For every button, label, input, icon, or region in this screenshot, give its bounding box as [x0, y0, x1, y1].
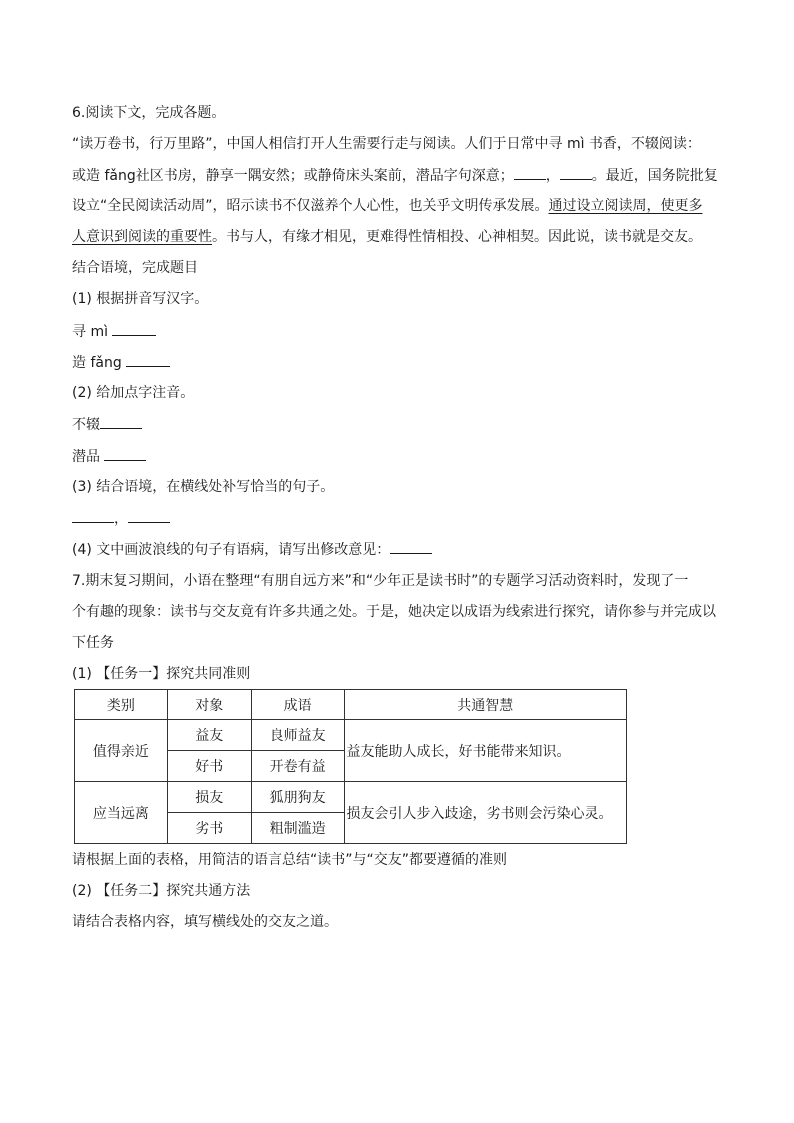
q7-line-2: 个有趣的现象：读书与交友竟有许多共通之处。于是，她决定以成语为线索进行探究，请你参与并完成以	[72, 604, 716, 620]
answer-blank[interactable]	[104, 446, 146, 461]
table-row	[75, 720, 627, 751]
pinyin-label: 造 fǎng	[72, 355, 122, 371]
header-cell: 成语	[251, 690, 344, 720]
passage-separator: ，	[545, 168, 560, 184]
passage-text: 。书与人，有缘才相见，更难得性情相投、心神相契。因此说，读书就是交友。	[212, 229, 702, 245]
passage-text: 设立“全民阅读活动周”，昭示读书不仅滋养个人心性，也关乎文明传承发展。	[72, 198, 549, 214]
table-header-row	[75, 690, 627, 720]
idiom-cell: 粗制滥造	[251, 813, 344, 844]
table-row	[75, 782, 627, 813]
q6-passage-line-3	[72, 196, 703, 216]
wavy-sentence: 通过设立阅读周，使更多	[548, 198, 703, 214]
q6-sub2: (2) 给加点字注音。	[72, 385, 195, 401]
idiom-cell: 开卷有益	[251, 751, 344, 782]
comparison-table	[74, 689, 627, 844]
word-label: 潜品	[72, 449, 100, 465]
category-cell: 应当远离	[75, 782, 168, 844]
q7-task2: (2) 【任务二】探究共通方法	[72, 883, 251, 899]
answer-blank[interactable]	[72, 508, 114, 523]
passage-text: 。最近，国务院批复	[591, 168, 718, 184]
q7-task2-instruction: 请结合表格内容，填写横线处的交友之道。	[72, 914, 338, 930]
passage-text: 或造 fǎng社区书房，静享一隅安然；或静倚床头案前，潜品字句深意；	[72, 168, 514, 184]
q6-sub1a	[72, 321, 156, 342]
q6-sub4	[72, 539, 432, 560]
q6-sub1b	[72, 352, 170, 373]
q7-after-table: 请根据上面的表格，用简洁的语言总结“读书”与“交友”都要遵循的准则	[72, 852, 508, 868]
object-cell: 好书	[167, 751, 251, 782]
header-cell: 类别	[75, 690, 168, 720]
answer-blank[interactable]	[128, 508, 170, 523]
wavy-sentence: 人意识到阅读的重要性	[72, 229, 212, 245]
passage-blank-2[interactable]	[560, 165, 592, 180]
pinyin-label: 寻 mì	[72, 324, 108, 340]
category-cell: 值得亲近	[75, 720, 168, 782]
q6-sub2a	[72, 414, 142, 435]
header-cell: 对象	[167, 690, 251, 720]
answer-blank[interactable]	[126, 352, 170, 367]
blank-separator: ，	[114, 511, 128, 527]
idiom-cell: 狐朋狗友	[251, 782, 344, 813]
wisdom-cell: 损友会引人步入歧途，劣书则会污染心灵。	[344, 782, 627, 844]
sub4-text: (4) 文中画波浪线的句子有语病，请写出修改意见：	[72, 542, 391, 558]
q6-sub3-blanks	[72, 508, 170, 529]
wisdom-cell: 益友能助人成长，好书能带来知识。	[344, 720, 627, 782]
object-cell: 益友	[167, 720, 251, 751]
q7-line-3: 下任务	[72, 635, 114, 651]
answer-blank[interactable]	[112, 321, 156, 336]
q6-passage-line-2	[72, 165, 718, 186]
word-label: 不辍	[72, 417, 100, 433]
q6-instruction: 结合语境，完成题目	[72, 260, 198, 276]
q7-task1: (1) 【任务一】探究共同准则	[72, 666, 251, 682]
passage-blank-1[interactable]	[514, 165, 546, 180]
q6-sub3: (3) 结合语境，在横线处补写恰当的句子。	[72, 479, 335, 495]
header-cell: 共通智慧	[344, 690, 627, 720]
idiom-cell: 良师益友	[251, 720, 344, 751]
q6-passage-line-1: “读万卷书，行万里路”，中国人相信打开人生需要行走与阅读。人们于日常中寻 mì 书香，不辍阅读：	[72, 136, 701, 152]
answer-blank[interactable]	[100, 414, 142, 429]
q6-sub1: (1) 根据拼音写汉字。	[72, 291, 209, 307]
q6-passage-line-4	[72, 227, 702, 247]
object-cell: 损友	[167, 782, 251, 813]
answer-blank[interactable]	[390, 539, 432, 554]
q6-title: 6.阅读下文，完成各题。	[72, 105, 226, 121]
q6-sub2b	[72, 446, 146, 467]
object-cell: 劣书	[167, 813, 251, 844]
q7-line-1: 7.期末复习期间，小语在整理“有朋自远方来”和“少年正是读书时”的专题学习活动资料时，发现了一	[72, 573, 689, 589]
